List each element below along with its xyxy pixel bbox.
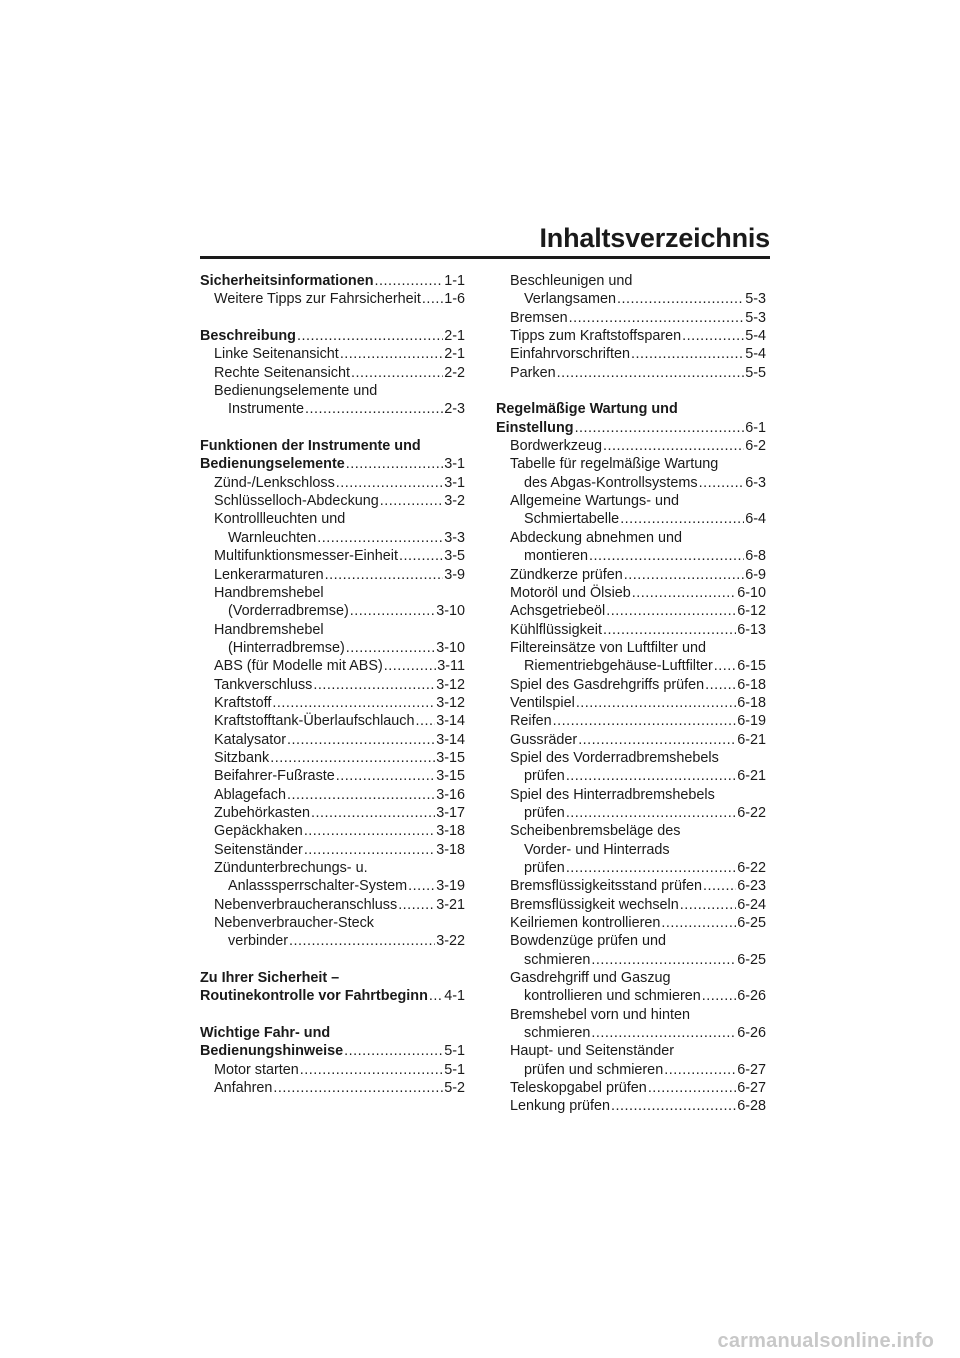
toc-page-number: 3-17 (436, 804, 465, 821)
toc-entry[interactable] (496, 804, 766, 822)
toc-page-number: 6-4 (745, 511, 766, 528)
toc-entry-title: schmieren (524, 1025, 591, 1042)
toc-entry[interactable] (496, 657, 766, 675)
toc-entry-title: Ablagefach (214, 786, 287, 803)
toc-entry-title: (Hinterradbremse) (228, 639, 345, 656)
toc-page-number: 5-4 (745, 328, 766, 345)
toc-entry[interactable] (496, 327, 766, 345)
dot-leader (429, 987, 443, 1005)
toc-entry[interactable] (496, 859, 766, 877)
toc-page-number: 3-3 (444, 529, 465, 546)
toc-page-number: 6-26 (737, 1025, 766, 1042)
toc-entry-title: Instrumente (228, 401, 304, 418)
toc-page-number: 3-5 (444, 548, 465, 565)
toc-entry[interactable] (496, 1061, 766, 1079)
dot-leader (399, 547, 443, 565)
toc-entry-text: Spiel des Vorderradbremshebels (510, 749, 719, 766)
dot-leader (611, 1097, 736, 1115)
toc-page-number: 6-22 (737, 804, 766, 821)
toc-page-number: 6-18 (737, 694, 766, 711)
dot-leader (705, 676, 736, 694)
toc-chapter-heading: Funktionen der Instrumente und (200, 438, 421, 455)
toc-page-number: 3-18 (436, 823, 465, 840)
toc-entry[interactable] (496, 896, 766, 914)
dot-leader (566, 859, 736, 877)
page-title: Inhaltsverzeichnis (539, 223, 770, 253)
toc-entry-title: Verlangsamen (524, 291, 616, 308)
toc-entry-text: Vorder- und Hinterrads (524, 841, 670, 858)
toc-entry-title: (Vorderradbremse) (228, 603, 349, 620)
toc-entry[interactable] (200, 566, 465, 584)
toc-entry[interactable] (496, 767, 766, 785)
dot-leader (576, 694, 736, 712)
toc-entry[interactable] (200, 877, 465, 895)
toc-entry-text: Beschleunigen und (510, 273, 633, 289)
toc-entry-title: Riementriebgehäuse-Luftfilter (524, 658, 713, 675)
toc-page-number: 5-1 (444, 1043, 465, 1060)
toc-entry[interactable] (200, 749, 465, 767)
toc-entry[interactable] (496, 951, 766, 969)
toc-entry[interactable] (496, 694, 766, 712)
toc-entry-title: Schlüsselloch-Abdeckung (214, 493, 379, 510)
toc-entry-title: verbinder (228, 933, 288, 950)
toc-entry-title: ABS (für Modelle mit ABS) (214, 658, 383, 675)
toc-entry[interactable] (496, 345, 766, 363)
dot-leader (578, 731, 736, 749)
toc-entry-title: Tipps zum Kraftstoffsparen (510, 328, 682, 345)
toc-entry-title: kontrollieren und schmieren (524, 988, 701, 1005)
toc-entry-text: Abdeckung abnehmen und (510, 529, 683, 546)
toc-entry[interactable] (200, 712, 465, 730)
toc-entry[interactable] (200, 841, 465, 859)
toc-chapter-entry[interactable] (200, 987, 465, 1005)
dot-leader (289, 932, 435, 950)
toc-page-number: 2-2 (444, 364, 465, 381)
toc-page-number: 3-18 (436, 841, 465, 858)
toc-entry-title: Lenkerarmaturen (214, 566, 324, 583)
toc-entry[interactable] (200, 492, 465, 510)
toc-entry[interactable] (496, 1024, 766, 1042)
toc-page-number: 6-12 (737, 603, 766, 620)
toc-page-number: 6-21 (737, 731, 766, 748)
toc-page-number: 3-19 (436, 878, 465, 895)
toc-entry[interactable] (496, 731, 766, 749)
toc-entry[interactable] (496, 437, 766, 455)
dot-leader (346, 639, 435, 657)
toc-entry-title: Kraftstofftank-Überlaufschlauch (214, 713, 415, 730)
toc-page-number: 5-2 (444, 1080, 465, 1097)
toc-page-number: 6-13 (737, 621, 766, 638)
toc-chapter-entry[interactable] (200, 272, 465, 290)
toc-entry-title: Parken (510, 364, 556, 381)
dot-leader (317, 529, 443, 547)
toc-entry-title: Motoröl und Ölsieb (510, 584, 631, 601)
toc-page-number: 3-16 (436, 786, 465, 803)
toc-entry[interactable] (496, 914, 766, 932)
dot-leader (703, 877, 736, 895)
toc-entry-title: Zünd-/Lenkschloss (214, 474, 335, 491)
toc-entry-text: Handbremshebel (214, 621, 324, 638)
toc-entry-title: prüfen (524, 804, 565, 821)
toc-entry-title: Beifahrer-Fußraste (214, 768, 335, 785)
toc-entry-title: Anlasssperrschalter-System (228, 878, 408, 895)
dot-leader (287, 786, 435, 804)
toc-page-number: 6-28 (737, 1098, 766, 1115)
toc-page-number: 3-14 (436, 713, 465, 730)
toc-entry[interactable] (496, 602, 766, 620)
dot-leader (632, 584, 736, 602)
toc-entry-text: Allgemeine Wartungs- und (510, 493, 680, 510)
dot-leader (340, 345, 443, 363)
dot-leader (664, 1061, 736, 1079)
toc-entry-title: Tankverschluss (214, 676, 313, 693)
dot-leader (273, 1079, 443, 1097)
dot-leader (336, 474, 443, 492)
toc-chapter-entry[interactable] (200, 455, 465, 473)
toc-entry[interactable] (200, 657, 465, 675)
toc-entry-title: Beschreibung (200, 328, 296, 345)
toc-page-number: 6-3 (745, 474, 766, 491)
toc-page-number: 6-18 (737, 676, 766, 693)
toc-entry-title: schmieren (524, 951, 591, 968)
dot-leader (351, 364, 443, 382)
toc-entry-title: Achsgetriebeöl (510, 603, 606, 620)
dot-leader (680, 896, 736, 914)
toc-page-number: 3-10 (436, 639, 465, 656)
toc-entry-title: Rechte Seitenansicht (214, 364, 350, 381)
dot-leader (566, 804, 736, 822)
toc-page-number: 3-15 (436, 749, 465, 766)
toc-chapter-heading: Regelmäßige Wartung und (496, 401, 678, 418)
toc-entry[interactable] (200, 364, 465, 382)
toc-page-number: 5-5 (745, 364, 766, 381)
dot-leader (311, 804, 435, 822)
toc-entry[interactable] (200, 547, 465, 565)
toc-entry[interactable] (200, 474, 465, 492)
toc-entry[interactable] (200, 767, 465, 785)
toc-entry-title: Anfahren (214, 1080, 273, 1097)
toc-entry[interactable] (200, 822, 465, 840)
toc-entry-title: Motor starten (214, 1061, 299, 1078)
section-gap (496, 382, 766, 400)
dot-leader (416, 712, 436, 730)
toc-entry[interactable] (496, 309, 766, 327)
dot-leader (553, 712, 737, 730)
toc-entry[interactable] (200, 290, 465, 308)
toc-entry-title: Nebenverbraucheranschluss (214, 896, 398, 913)
dot-leader (591, 1024, 736, 1042)
toc-entry-title: Linke Seitenansicht (214, 346, 339, 363)
toc-entry-title: prüfen und schmieren (524, 1061, 664, 1078)
toc-page-number: 6-2 (745, 438, 766, 455)
toc-page-number: 5-3 (745, 309, 766, 326)
toc-entry[interactable] (200, 1079, 465, 1097)
toc-entry[interactable] (200, 602, 465, 620)
toc-page-number: 6-8 (745, 548, 766, 565)
dot-leader (624, 566, 744, 584)
dot-leader (603, 621, 736, 639)
dot-leader (682, 327, 744, 345)
toc-chapter-entry[interactable] (496, 419, 766, 437)
toc-page-number: 6-27 (737, 1061, 766, 1078)
toc-page-number: 3-15 (436, 768, 465, 785)
toc-page-number: 5-4 (745, 346, 766, 363)
dot-leader (631, 345, 744, 363)
toc-entry-title: Bordwerkzeug (510, 438, 602, 455)
toc-page-number: 3-21 (436, 896, 465, 913)
toc-entry-title: montieren (524, 548, 588, 565)
dot-leader (336, 767, 435, 785)
dot-leader (714, 657, 736, 675)
toc-page-number: 3-1 (444, 456, 465, 473)
toc-page-number: 6-22 (737, 860, 766, 876)
toc-entry-text: Gasdrehgriff und Gaszug (510, 970, 671, 987)
toc-entry[interactable] (200, 786, 465, 804)
toc-entry-title: prüfen (524, 768, 565, 785)
toc-page-number: 3-10 (436, 603, 465, 620)
toc-entry[interactable] (496, 510, 766, 528)
dot-leader (591, 951, 736, 969)
toc-entry[interactable] (200, 676, 465, 694)
toc-page-number: 5-1 (444, 1061, 465, 1078)
dot-leader (300, 1061, 443, 1079)
toc-page-number: 6-10 (737, 584, 766, 601)
dot-leader (272, 694, 435, 712)
toc-page-number: 6-26 (737, 988, 766, 1005)
toc-entry[interactable] (200, 639, 465, 657)
toc-entry-text: Bremshebel vorn und hinten (510, 1006, 690, 1023)
dot-leader (375, 272, 444, 290)
toc-entry-text: Spiel des Hinterradbremshebels (510, 786, 715, 803)
toc-page-number: 3-14 (436, 731, 465, 748)
toc-entry[interactable] (496, 290, 766, 308)
toc-page-number: 2-1 (444, 328, 465, 345)
toc-page-number: 6-23 (737, 878, 766, 895)
toc-entry[interactable] (496, 364, 766, 382)
toc-entry-text: Scheibenbremsbeläge des (510, 823, 681, 840)
toc-entry-text: Tabelle für regelmäßige Wartung (510, 456, 719, 473)
toc-entry[interactable] (496, 987, 766, 1005)
toc-entry[interactable] (496, 621, 766, 639)
toc-entry[interactable] (496, 566, 766, 584)
toc-entry[interactable] (200, 345, 465, 363)
toc-entry-title: Keilriemen kontrollieren (510, 915, 661, 932)
dot-leader (566, 767, 736, 785)
toc-page-number: 6-15 (737, 658, 766, 675)
toc-entry-text: Bedienungselemente und (214, 383, 378, 400)
toc-entry-text: Kontrollleuchten und (214, 511, 346, 528)
toc-page-number: 3-9 (444, 566, 465, 583)
toc-entry-title: Lenkung prüfen (510, 1098, 611, 1115)
toc-entry-title: Bremsflüssigkeit wechseln (510, 896, 679, 913)
dot-leader (304, 841, 435, 859)
toc-entry-title: Schmiertabelle (524, 511, 620, 528)
toc-column-right (496, 272, 766, 1116)
dot-leader (661, 914, 736, 932)
dot-leader (620, 510, 744, 528)
dot-leader (648, 1079, 736, 1097)
dot-leader (557, 364, 745, 382)
toc-entry-title: Reifen (510, 713, 552, 730)
dot-leader (344, 1042, 443, 1060)
watermark-text: carmanualsonline.info (717, 1330, 934, 1352)
toc-entry-title: Bremsen (510, 309, 568, 326)
toc-chapter-heading: Zu Ihrer Sicherheit – (200, 970, 340, 987)
toc-page-number: 6-1 (745, 419, 766, 436)
dot-leader (287, 731, 435, 749)
toc-page-number: 5-3 (745, 291, 766, 308)
toc-entry[interactable] (496, 1097, 766, 1115)
section-gap (200, 1006, 465, 1024)
toc-entry[interactable] (496, 676, 766, 694)
toc-page-number: 4-1 (444, 988, 465, 1005)
dot-leader (380, 492, 443, 510)
dot-leader (304, 822, 435, 840)
toc-entry-title: Ventilspiel (510, 694, 575, 711)
dot-leader (270, 749, 435, 767)
toc-page-number: 1-6 (444, 291, 465, 308)
dot-leader (313, 676, 435, 694)
toc-page-number: 3-11 (437, 658, 465, 675)
toc-entry-text: Haupt- und Seitenständer (510, 1043, 675, 1060)
dot-leader (305, 400, 443, 418)
dot-leader (422, 290, 443, 308)
toc-entry[interactable] (496, 877, 766, 895)
toc-page-number: 3-22 (436, 933, 465, 950)
toc-entry-title: Einfahrvorschriften (510, 346, 630, 363)
dot-leader (603, 437, 744, 455)
toc-entry[interactable] (200, 694, 465, 712)
toc-entry-title: Weitere Tipps zur Fahrsicherheit (214, 291, 421, 308)
dot-leader (325, 566, 444, 584)
toc-entry[interactable] (200, 529, 465, 547)
toc-entry-title: Zubehörkasten (214, 804, 310, 821)
toc-entry-title: Sicherheitsinformationen (200, 273, 374, 289)
toc-page-number: 3-12 (436, 676, 465, 693)
dot-leader (617, 290, 744, 308)
toc-page-number: 6-9 (745, 566, 766, 583)
toc-entry-text: Handbremshebel (214, 584, 324, 601)
toc-entry[interactable] (200, 731, 465, 749)
toc-entry-title: Teleskopgabel prüfen (510, 1080, 647, 1097)
toc-page-number: 2-1 (444, 346, 465, 363)
dot-leader (398, 896, 435, 914)
toc-entry-text: Filtereinsätze von Luftfilter und (510, 639, 706, 656)
toc-entry[interactable] (200, 932, 465, 950)
toc-entry-text: Bowdenzüge prüfen und (510, 933, 667, 950)
dot-leader (575, 419, 745, 437)
toc-entry[interactable] (200, 896, 465, 914)
toc-entry-title: Kraftstoff (214, 694, 272, 711)
title-rule (200, 256, 770, 259)
toc-chapter-entry[interactable] (200, 1042, 465, 1060)
section-gap (200, 419, 465, 437)
toc-page-number: 6-27 (737, 1080, 766, 1097)
toc-entry[interactable] (200, 804, 465, 822)
toc-page-number: 6-25 (737, 951, 766, 968)
dot-leader (408, 877, 435, 895)
dot-leader (350, 602, 435, 620)
toc-entry[interactable] (496, 474, 766, 492)
dot-leader (384, 657, 437, 675)
dot-leader (297, 327, 443, 345)
section-gap (200, 309, 465, 327)
toc-page-number: 6-24 (737, 896, 766, 913)
toc-page-number: 3-1 (444, 474, 465, 491)
toc-page-number: 6-21 (737, 768, 766, 785)
toc-entry-text: Zündunterbrechungs- u. (214, 860, 368, 876)
toc-entry-title: Spiel des Gasdrehgriffs prüfen (510, 676, 705, 693)
toc-page-number: 6-19 (737, 713, 766, 730)
toc-entry[interactable] (200, 1061, 465, 1079)
toc-entry-title: Seitenständer (214, 841, 303, 858)
toc-entry-title: des Abgas-Kontrollsystems (524, 474, 698, 491)
toc-entry-title: Katalysator (214, 731, 286, 748)
toc-entry[interactable] (496, 712, 766, 730)
toc-entry-title: Sitzbank (214, 749, 270, 766)
dot-leader (699, 474, 745, 492)
toc-entry-title: Bedienungshinweise (200, 1043, 344, 1060)
toc-entry-title: Routinekontrolle vor Fahrtbeginn (200, 988, 428, 1005)
dot-leader (569, 309, 745, 327)
toc-entry[interactable] (496, 584, 766, 602)
toc-chapter-entry[interactable] (200, 327, 465, 345)
toc-entry-title: Einstellung (496, 419, 574, 436)
toc-entry-title: Kühlflüssigkeit (510, 621, 602, 638)
toc-page-number: 3-2 (444, 493, 465, 510)
toc-entry-title: Multifunktionsmesser-Einheit (214, 548, 398, 565)
toc-chapter-heading: Wichtige Fahr- und (200, 1025, 331, 1042)
toc-page-number: 6-25 (737, 915, 766, 932)
toc-entry-title: Gepäckhaken (214, 823, 303, 840)
toc-page-number: 1-1 (444, 273, 465, 289)
dot-leader (606, 602, 736, 620)
toc-entry[interactable] (200, 400, 465, 418)
toc-entry-title: Bedienungselemente (200, 456, 345, 473)
toc-entry[interactable] (496, 547, 766, 565)
section-gap (200, 951, 465, 969)
toc-page-number: 3-12 (436, 694, 465, 711)
toc-page-number: 2-3 (444, 401, 465, 418)
toc-entry-title: Bremsflüssigkeitsstand prüfen (510, 878, 702, 895)
toc-entry-title: Warnleuchten (228, 529, 317, 546)
toc-entry-title: Zündkerze prüfen (510, 566, 623, 583)
dot-leader (702, 987, 736, 1005)
toc-entry-title: prüfen (524, 860, 565, 876)
toc-entry-title: Gussräder (510, 731, 578, 748)
dot-leader (346, 455, 443, 473)
toc-entry-text: Nebenverbraucher-Steck (214, 915, 374, 932)
dot-leader (589, 547, 744, 565)
toc-column-left (200, 272, 465, 1097)
toc-entry[interactable] (496, 1079, 766, 1097)
